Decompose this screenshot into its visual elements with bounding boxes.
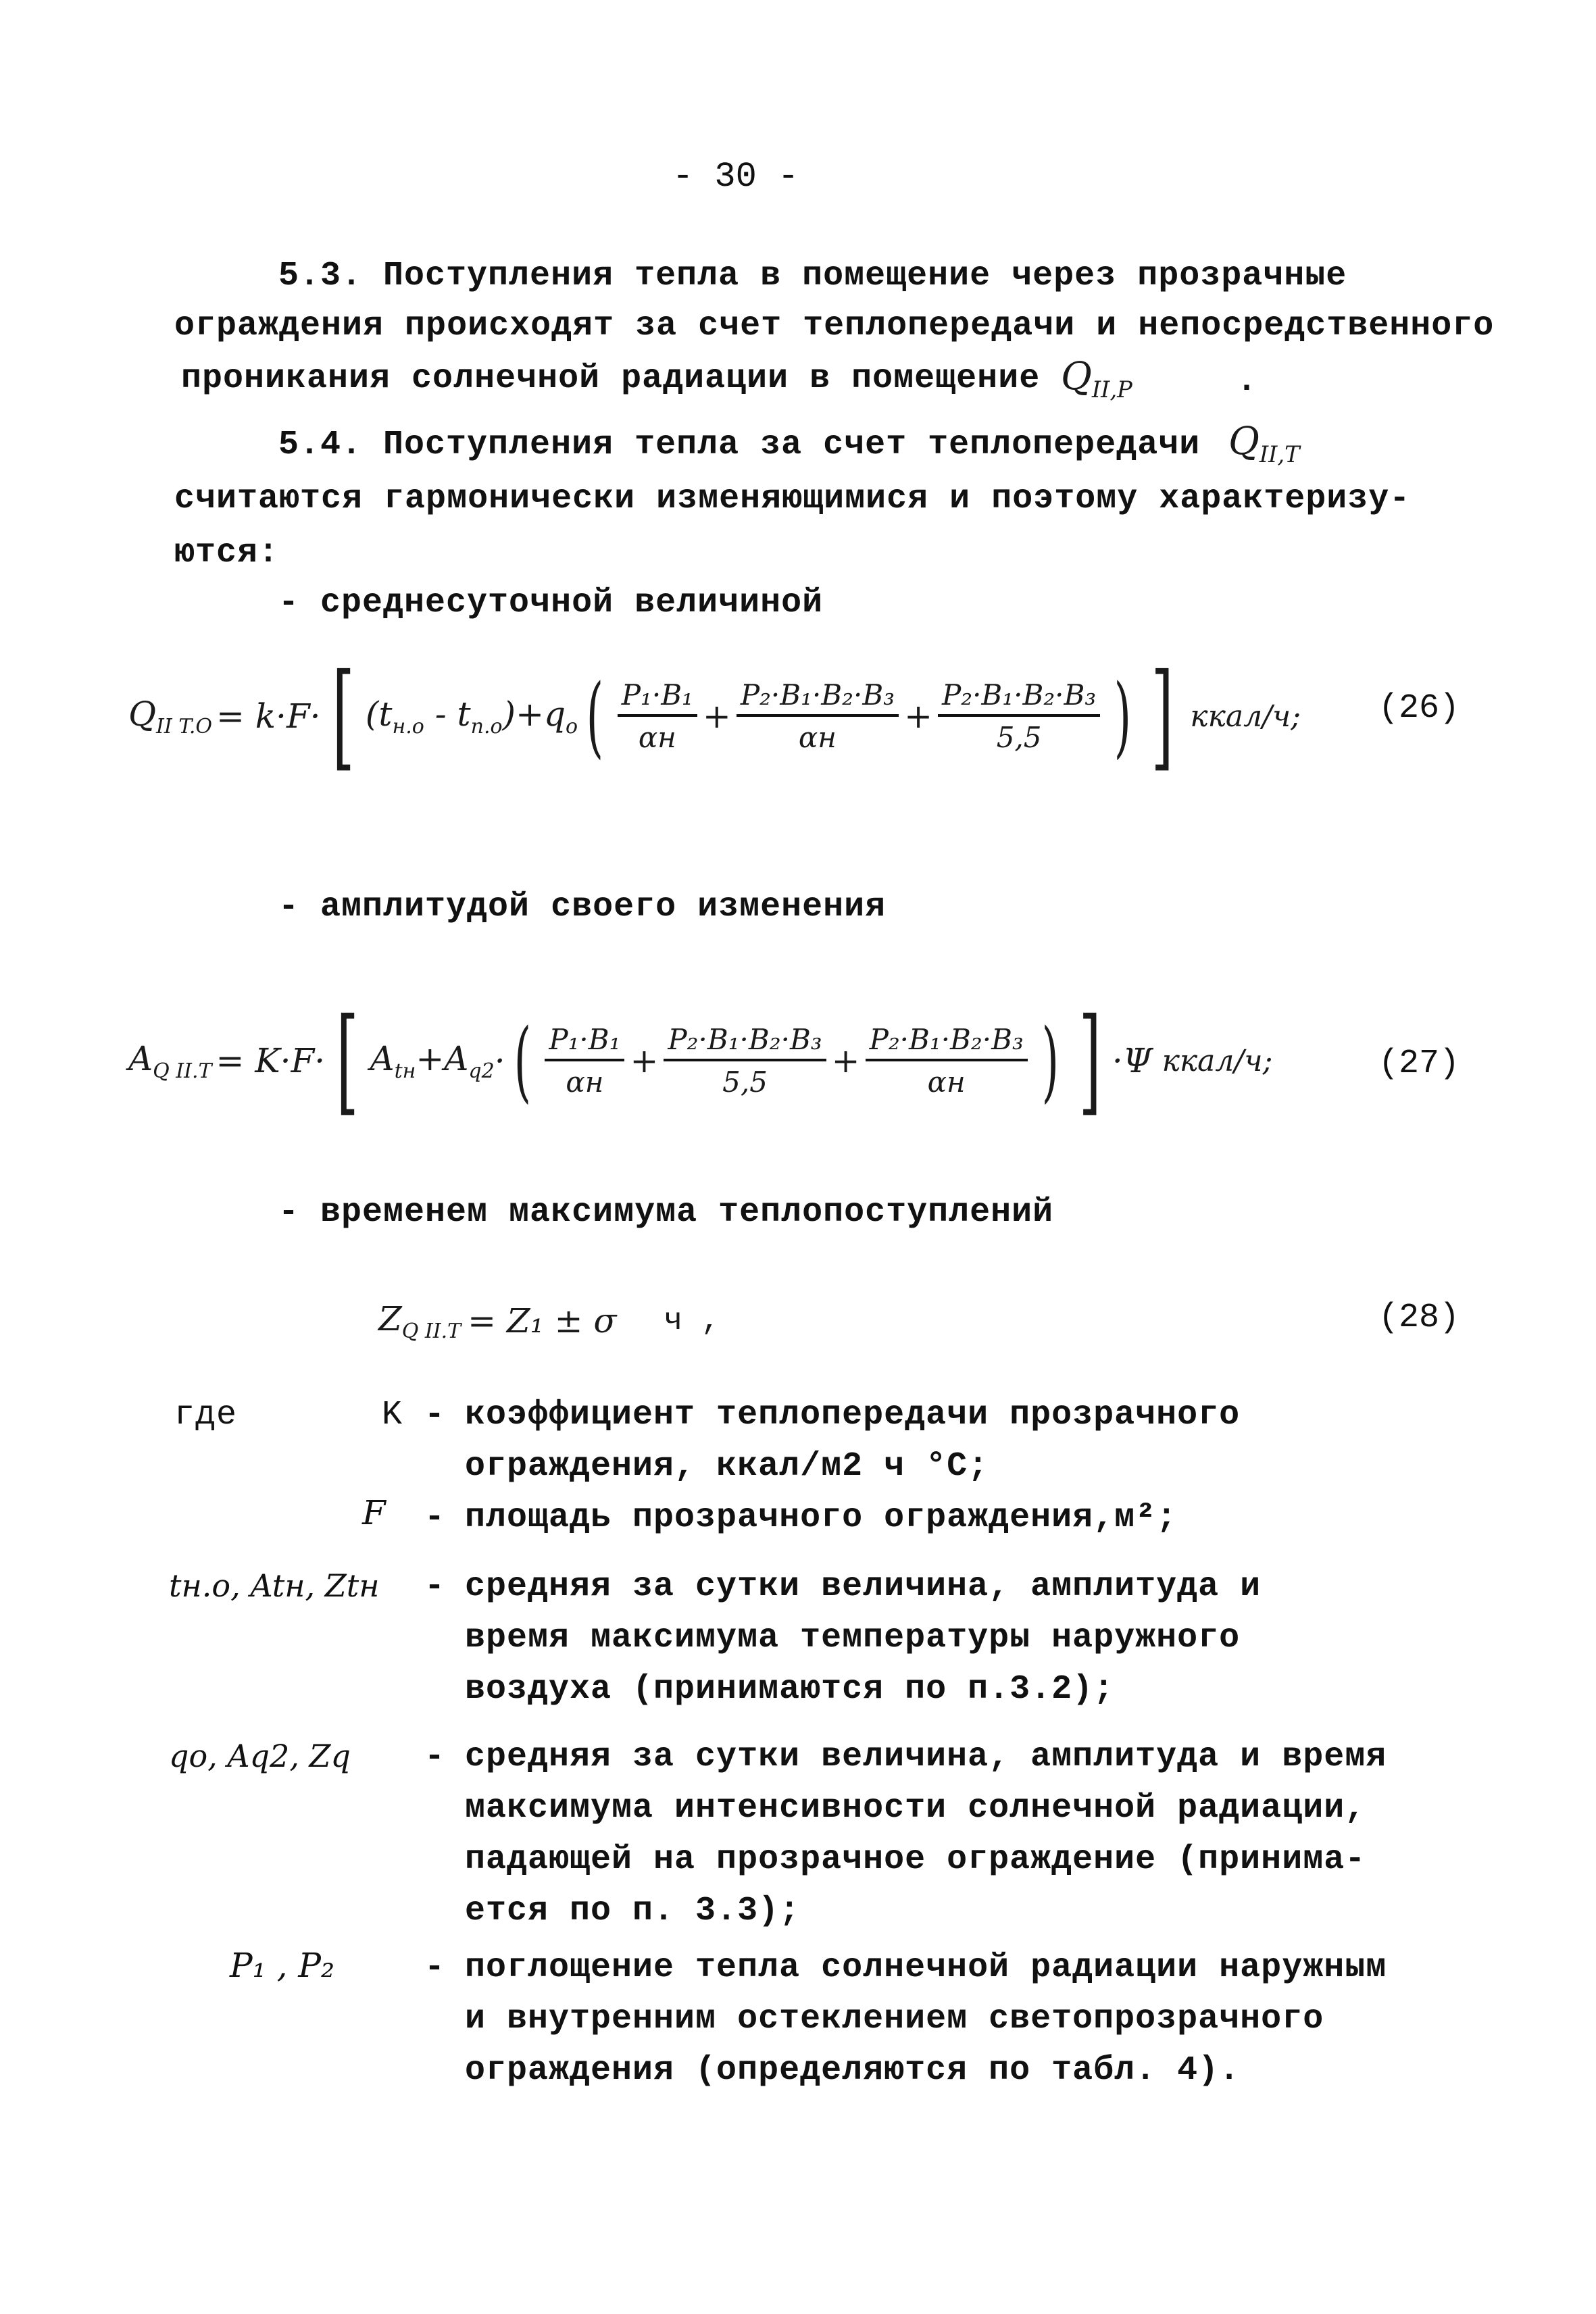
def-p-line-3: ограждения (определяются по табл. 4). xyxy=(465,2051,1241,2090)
f27-a-t: $A_{tн}$ xyxy=(370,1038,416,1083)
def-t-dash: - xyxy=(424,1567,446,1606)
def-q-line-2: максимума интенсивности солнечной радиации, xyxy=(465,1789,1366,1828)
f26-plus-2: + xyxy=(904,697,932,736)
f27-right-paren: ) xyxy=(1041,1009,1059,1112)
f26-eq: = k·F· xyxy=(216,697,321,736)
def-t-symbols: tн.о, Atн, Ztн xyxy=(169,1567,380,1604)
where-label: где xyxy=(174,1396,238,1434)
f26-lhs: $Q_{II T.O}$ xyxy=(128,694,212,738)
def-k-line-2: ограждения, ккал/м2 ч °С; xyxy=(465,1447,989,1486)
f27-left-paren: ( xyxy=(514,1009,531,1112)
para-5-3-line-2: ограждения происходят за счет теплопередачи и непосредственного xyxy=(174,307,1495,345)
item-amplitude-label: - амплитудой своего изменения xyxy=(278,888,887,926)
formula-26 xyxy=(128,649,1301,784)
def-q-dash: - xyxy=(424,1738,446,1776)
f27-plus-1: + xyxy=(630,1041,659,1080)
def-t-line-1: средняя за сутки величина, амплитуда и xyxy=(465,1567,1262,1606)
def-q-line-3: падающей на прозрачное ограждение (принима- xyxy=(465,1840,1366,1879)
f26-frac-1: $\frac{\text{P₁·B₁}}{\alpha н}$ xyxy=(618,678,697,754)
f27-lhs: $A_{Q II.T}$ xyxy=(128,1038,212,1083)
f26-term1: $(t_{н.о} - t_{п.о})$ xyxy=(365,694,516,738)
f26-units: ккал/ч; xyxy=(1190,699,1301,734)
formula-28-number: (28) xyxy=(1378,1299,1460,1337)
para-5-3-line-1: 5.3. Поступления тепла в помещение через прозрачные xyxy=(278,257,1347,295)
f27-psi: ·Ψ xyxy=(1112,1041,1153,1080)
f27-plus-2: + xyxy=(831,1041,860,1080)
f26-left-bracket: [ xyxy=(332,649,355,783)
f27-eq: = K·F· xyxy=(216,1041,326,1080)
f28-units: ч , xyxy=(664,1303,720,1338)
def-f-line-1: площадь прозрачного ограждения,м²; xyxy=(465,1499,1178,1537)
f28-lhs: $Z_{Q II.T}$ xyxy=(378,1299,462,1343)
para-5-3-end: . xyxy=(1237,362,1258,401)
def-q-symbols: qо, Aq2, Zq xyxy=(169,1738,351,1774)
f26-frac-3: $\frac{\text{P₂·B₁·B₂·B₃}}{5,5}$ xyxy=(938,678,1100,754)
f27-dot: · xyxy=(494,1041,505,1080)
def-p-line-1: поглощение тепла солнечной радиации наружным xyxy=(465,1948,1387,1987)
f27-a-q: $+A_{q2}$ xyxy=(416,1038,495,1083)
symbol-q-ii-p: $Q_{II,P}$ xyxy=(1061,355,1132,403)
f27-units: ккал/ч; xyxy=(1162,1043,1273,1078)
para-5-3-line-3: проникания солнечной радиации в помещение xyxy=(181,359,1041,398)
def-k-symbol: K xyxy=(382,1396,403,1434)
f26-frac-2: $\frac{\text{P₂·B₁·B₂·B₃}}{\alpha н}$ xyxy=(737,678,899,754)
f26-right-paren: ) xyxy=(1114,665,1132,768)
para-5-4-line-3: ются: xyxy=(174,534,280,572)
f26-left-paren: ( xyxy=(586,665,604,768)
formula-26-number: (26) xyxy=(1378,689,1460,728)
item-max-time-label: - временем максимума теплопоступлений xyxy=(278,1193,1054,1232)
def-k-line-1: коэффициент теплопередачи прозрачного xyxy=(465,1396,1241,1434)
f27-frac-2: $\frac{\text{P₂·B₁·B₂·B₃}}{5,5}$ xyxy=(664,1023,826,1099)
f26-q: $+q_о$ xyxy=(516,694,578,738)
def-q-line-1: средняя за сутки величина, амплитуда и время xyxy=(465,1738,1387,1776)
def-q-line-4: ется по п. 3.3); xyxy=(465,1892,801,1930)
f28-rhs: = Z₁ ± σ xyxy=(468,1301,617,1340)
def-p-line-2: и внутренним остеклением светопрозрачного xyxy=(465,2000,1324,2038)
page-number: - 30 - xyxy=(672,157,799,197)
para-5-4-line-2: считаются гармонически изменяющимися и поэтому характеризу- xyxy=(174,480,1411,518)
def-p-symbols: P₁ , P₂ xyxy=(230,1946,335,1985)
f26-plus-1: + xyxy=(702,697,731,736)
def-f-dash: - xyxy=(424,1499,446,1537)
f26-right-bracket: ] xyxy=(1151,649,1174,783)
f27-frac-1: $\frac{\text{P₁·B₁}}{\alpha н}$ xyxy=(545,1023,624,1099)
def-k-dash: - xyxy=(424,1396,446,1434)
formula-28 xyxy=(378,1297,720,1344)
para-5-4-line-1: 5.4. Поступления тепла за счет теплопередачи xyxy=(278,426,1201,464)
def-p-dash: - xyxy=(424,1948,446,1987)
def-t-line-3: воздуха (принимаются по п.3.2); xyxy=(465,1670,1115,1709)
f27-left-bracket: [ xyxy=(336,994,359,1128)
formula-27 xyxy=(128,993,1272,1128)
f27-frac-3: $\frac{\text{P₂·B₁·B₂·B₃}}{\alpha н}$ xyxy=(866,1023,1028,1099)
item-mean-label: - среднесуточной величиной xyxy=(278,584,824,622)
def-t-line-2: время максимума температуры наружного xyxy=(465,1619,1241,1657)
f27-right-bracket: ] xyxy=(1078,994,1101,1128)
formula-27-number: (27) xyxy=(1378,1045,1460,1083)
def-f-symbol: F xyxy=(362,1493,386,1532)
symbol-q-ii-t: $Q_{II,T}$ xyxy=(1228,420,1300,468)
